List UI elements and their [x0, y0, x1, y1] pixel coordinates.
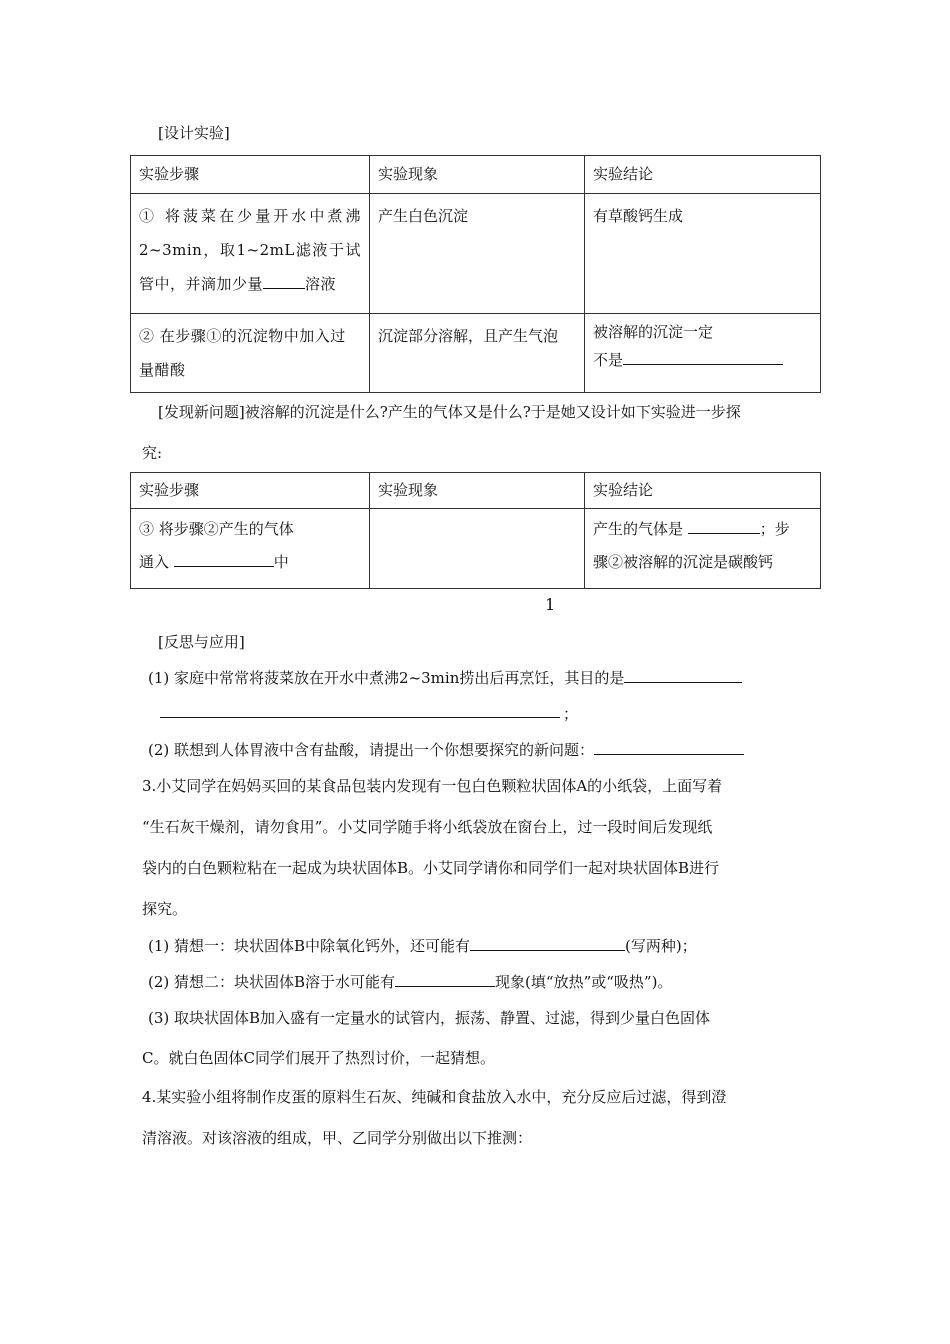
table-row — [131, 509, 821, 589]
conclusion-line-2: 骤②被溶解的沉淀是碳酸钙 — [593, 553, 774, 571]
header-conclusion: 实验结论 — [585, 473, 821, 509]
reflection-heading: [反思与应用] — [158, 633, 245, 651]
conclusion-cell — [585, 314, 821, 393]
phenomenon-cell[interactable] — [370, 509, 585, 589]
table-header-row — [131, 473, 821, 509]
phenomenon-cell — [370, 314, 585, 393]
new-problem-continuation: 究: — [142, 444, 163, 462]
solution-blank[interactable] — [174, 551, 274, 567]
conclusion-text: 有草酸钙生成 — [593, 207, 684, 225]
problem-4-line-2: 清溶液。对该溶液的组成，甲、乙同学分别做出以下推测： — [142, 1129, 533, 1147]
step-line-1: ③ 将步骤②产生的气体 — [139, 520, 294, 538]
conclusion-mid: ；步 — [759, 520, 790, 538]
conclusion-line-1: 被溶解的沉淀一定 — [593, 323, 714, 341]
guess-2-text: (2) 猜想二：块状固体B溶于水可能有 — [148, 973, 396, 991]
phenomenon-text: 沉淀部分溶解，且产生气泡 — [378, 327, 559, 345]
problem-3-line-1: 3.小艾同学在妈妈买回的某食品包装内发现有一包白色颗粒状固体A的小纸袋，上面写着 — [142, 777, 723, 795]
guess-3-line-2: C。就白色固体C同学们展开了热烈讨价，一起猜想。 — [142, 1049, 495, 1067]
question-1-answer-line[interactable] — [160, 717, 560, 718]
guess-1-blank[interactable] — [470, 935, 625, 951]
step-cell — [131, 194, 370, 314]
conclusion-cell — [585, 509, 821, 589]
header-phenomenon: 实验现象 — [370, 156, 585, 194]
guess-1-text: (1) 猜想一：块状固体B中除氧化钙外，还可能有 — [148, 937, 471, 955]
problem-3-line-3: 袋内的白色颗粒粘在一起成为块状固体B。小艾同学请你和同学们一起对块状固体B进行 — [142, 859, 720, 877]
guess-3-line-1: (3) 取块状固体B加入盛有一定量水的试管内，振荡、静置、过滤，得到少量白色固体 — [148, 1009, 711, 1027]
step-text: ① 将菠菜在少量开水中煮沸2~3min，取1~2mL滤液于试管中，并滴加少量 — [139, 207, 361, 293]
reagent-blank[interactable] — [263, 273, 305, 289]
guess-2 — [148, 971, 672, 992]
guess-2-blank[interactable] — [395, 971, 495, 987]
page-number: 1 — [545, 595, 556, 614]
header-step: 实验步骤 — [131, 156, 370, 194]
problem-3-line-4: 探究。 — [142, 900, 188, 918]
guess-1 — [148, 935, 697, 956]
question-2 — [148, 739, 744, 760]
guess-2-suffix: 现象(填“放热”或“吸热”)。 — [495, 973, 673, 991]
question-1-end: ； — [563, 705, 579, 723]
step-line-2: 通入 — [139, 553, 170, 571]
question-1 — [148, 667, 742, 688]
question-2-text: (2) 联想到人体胃液中含有盐酸，请提出一个你想要探究的新问题： — [148, 741, 595, 759]
phenomenon-text: 产生白色沉淀 — [378, 207, 469, 225]
conclusion-cell — [585, 194, 821, 314]
step-text: ② 在步骤①的沉淀物中加入过量醋酸 — [139, 327, 346, 379]
gas-blank[interactable] — [688, 518, 760, 534]
conclusion-blank[interactable] — [623, 349, 783, 365]
experiment-table-1 — [130, 155, 821, 393]
guess-1-suffix: (写两种)； — [625, 937, 697, 955]
question-2-blank[interactable] — [594, 739, 744, 755]
header-phenomenon: 实验现象 — [370, 473, 585, 509]
table-row — [131, 314, 821, 393]
question-1-text: (1) 家庭中常常将菠菜放在开水中煮沸2~3min捞出后再烹饪，其目的是 — [148, 669, 625, 687]
header-conclusion: 实验结论 — [585, 156, 821, 194]
step-cell — [131, 509, 370, 589]
design-heading: [设计实验] — [158, 124, 230, 142]
step-suffix: 溶液 — [305, 275, 337, 293]
step-suffix: 中 — [273, 553, 289, 571]
table-row — [131, 194, 821, 314]
experiment-table-2 — [130, 472, 821, 589]
table-header-row — [131, 156, 821, 194]
conclusion-line-2: 不是 — [593, 351, 624, 369]
problem-3-line-2: “生石灰干燥剂，请勿食用”。小艾同学随手将小纸袋放在窗台上，过一段时间后发现纸 — [142, 818, 713, 836]
question-1-blank[interactable] — [624, 667, 742, 683]
step-cell — [131, 314, 370, 393]
header-step: 实验步骤 — [131, 473, 370, 509]
new-problem-text: [发现新问题]被溶解的沉淀是什么?产生的气体又是什么?于是她又设计如下实验进一步探 — [158, 403, 741, 421]
conclusion-prefix: 产生的气体是 — [593, 520, 684, 538]
problem-4-line-1: 4.某实验小组将制作皮蛋的原料生石灰、纯碱和食盐放入水中，充分反应后过滤，得到澄 — [142, 1088, 727, 1106]
phenomenon-cell — [370, 194, 585, 314]
